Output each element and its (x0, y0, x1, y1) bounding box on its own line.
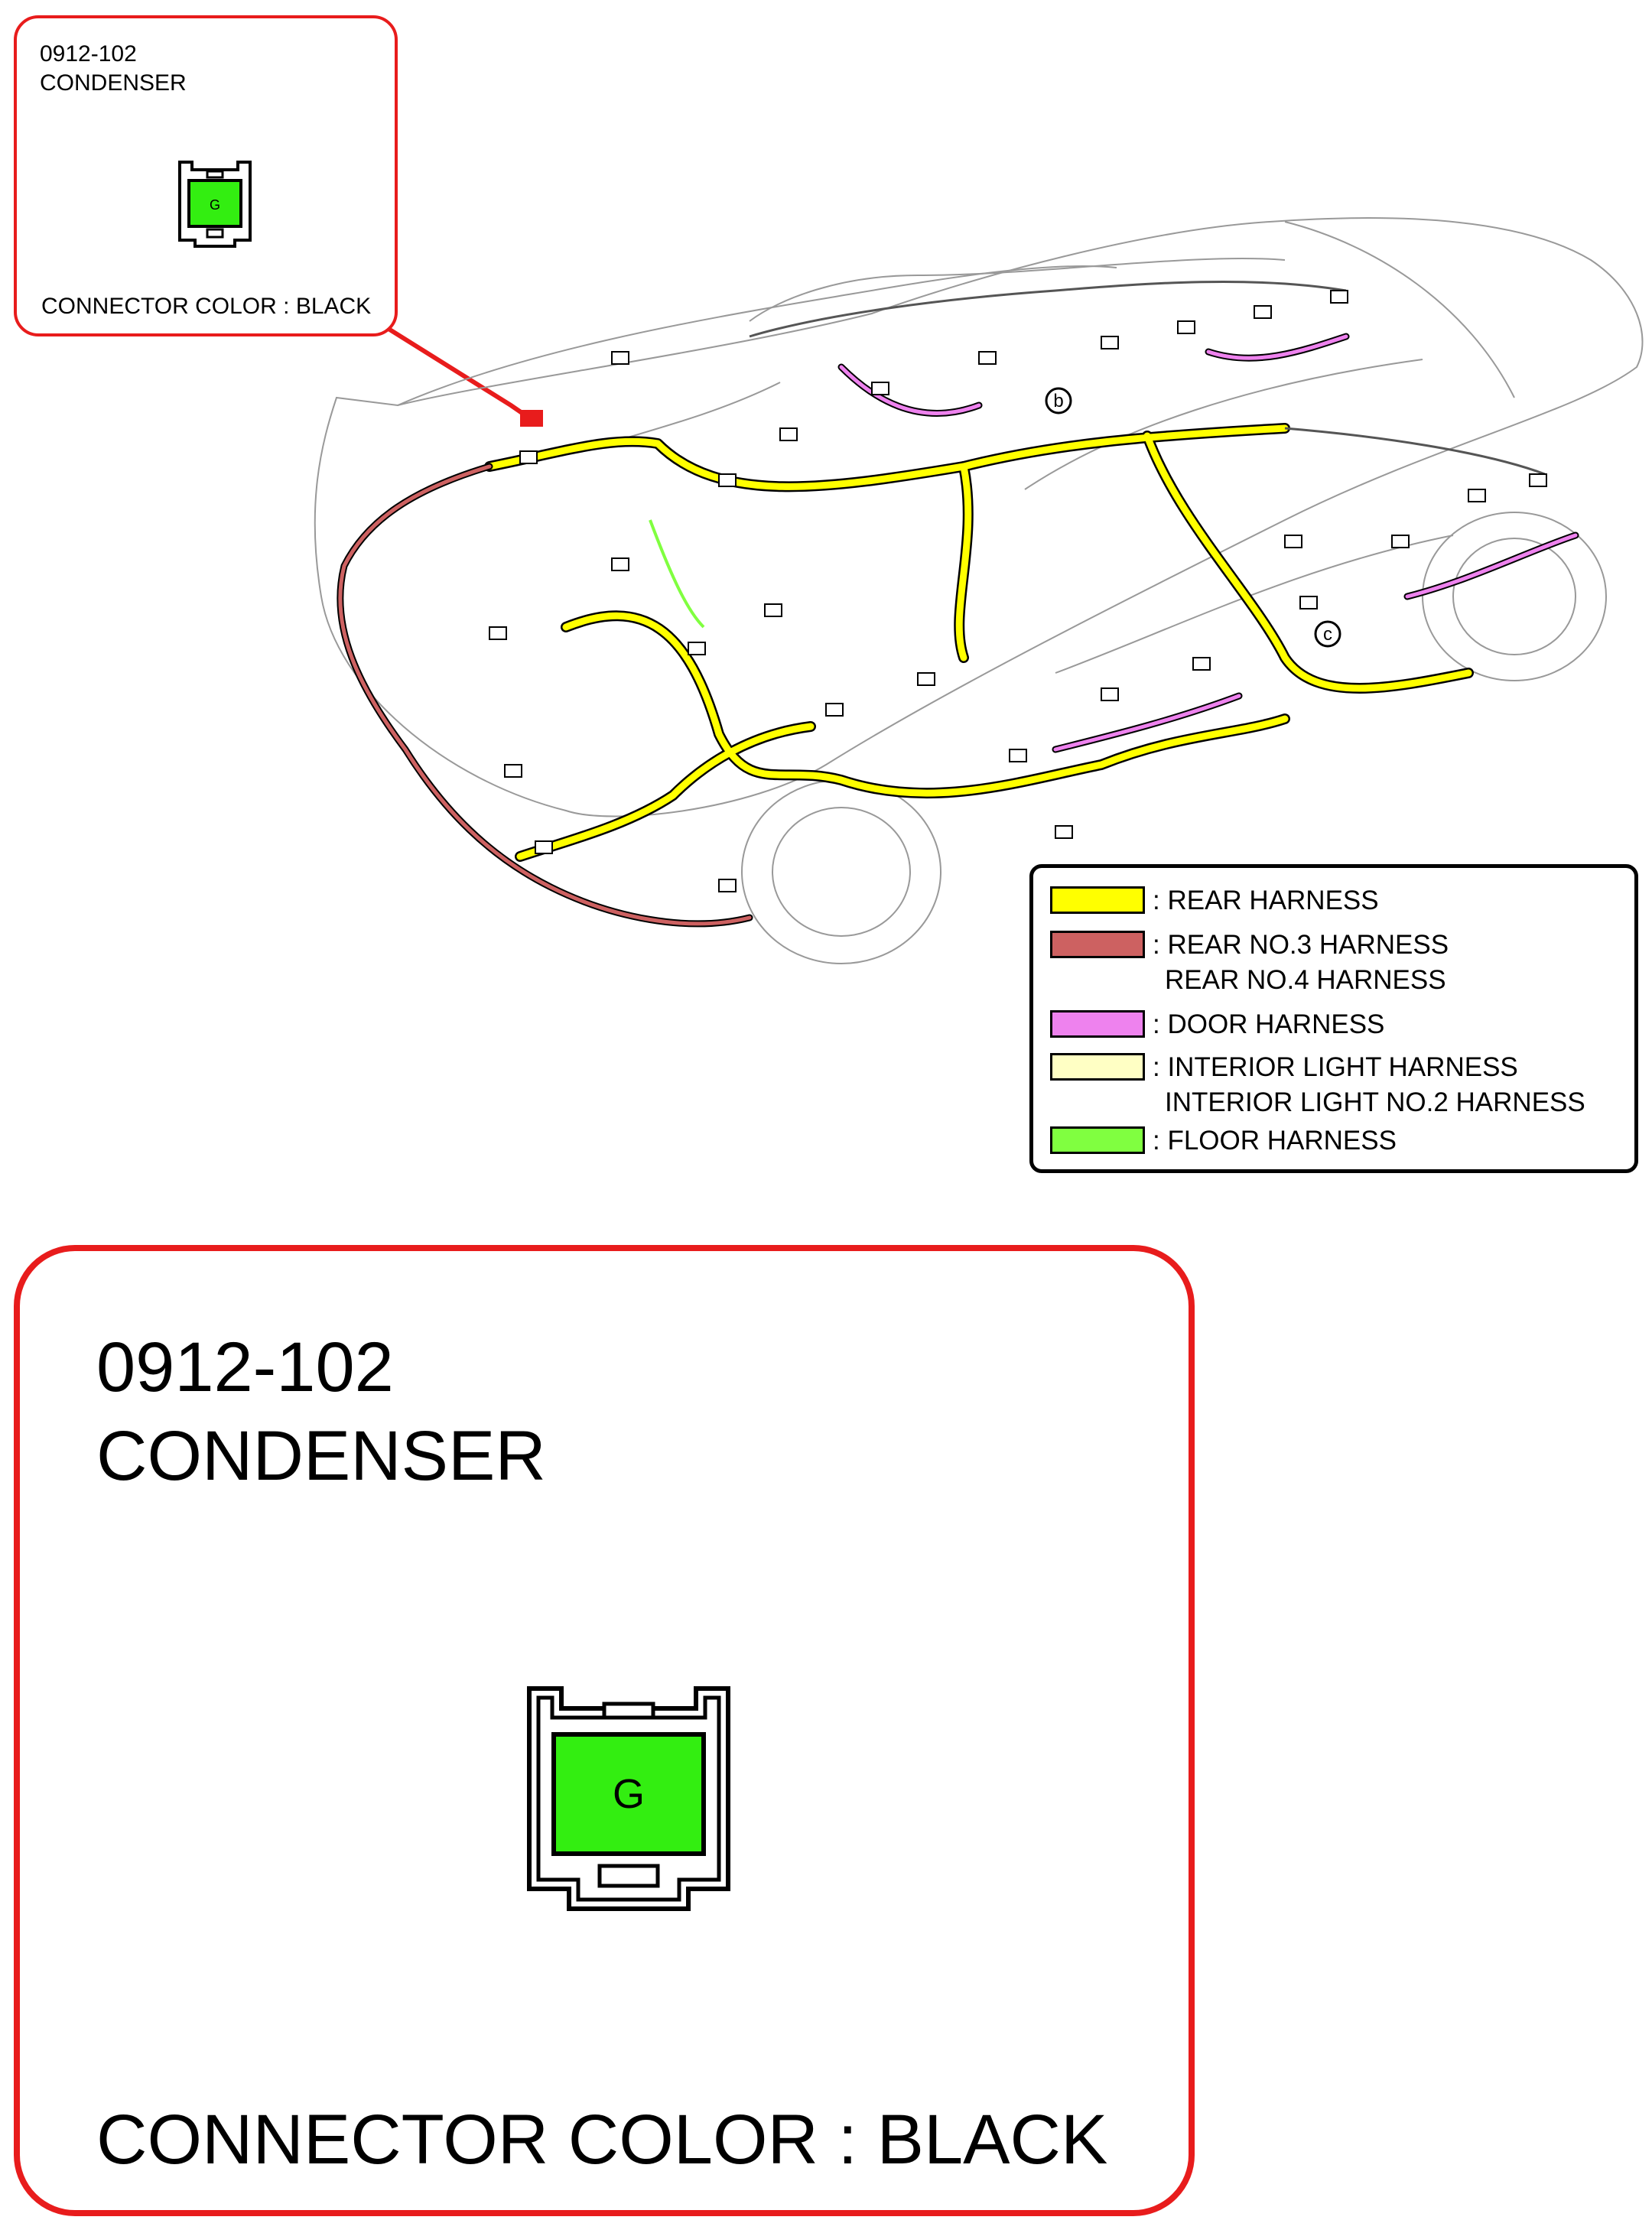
legend-swatch (1050, 1053, 1145, 1081)
legend-item-door-harness (1050, 1007, 1384, 1042)
marker-b-label: b (1053, 391, 1064, 411)
connector-face-icon (526, 1685, 731, 1912)
connector-letter: G (209, 197, 221, 213)
legend-label: : REAR NO.3 HARNESS REAR NO.4 HARNESS (1153, 930, 1449, 995)
legend-label: : REAR HARNESS (1153, 886, 1379, 915)
legend-label: : FLOOR HARNESS (1153, 1126, 1397, 1156)
legend-item-floor-harness (1050, 1123, 1397, 1159)
connector-letter: G (612, 1771, 646, 1817)
legend-swatch (1050, 886, 1145, 914)
car-body-outline (315, 218, 1643, 964)
connector-code: 0912-102 (40, 41, 137, 67)
connector-callout-large (14, 1245, 1195, 2216)
floor-harness-green (650, 520, 704, 627)
legend-item-interior-light-harness (1050, 1050, 1585, 1120)
rear-no3-harness-red (340, 466, 750, 924)
connector-color-label: CONNECTOR COLOR : BLACK (96, 2101, 1108, 2179)
legend-item-rear-no3-harness (1050, 928, 1449, 998)
marker-b (1046, 388, 1071, 413)
legend-item-rear-harness (1050, 883, 1379, 918)
connector-name: CONDENSER (40, 70, 187, 96)
connector-color-label: CONNECTOR COLOR : BLACK (41, 294, 372, 319)
connector-code: 0912-102 (96, 1328, 394, 1406)
legend-label: : DOOR HARNESS (1153, 1009, 1385, 1039)
connector-face-icon (178, 161, 252, 248)
legend-label: : INTERIOR LIGHT HARNESS INTERIOR LIGHT NO.2 HARNESS (1153, 1052, 1585, 1117)
harness-legend (1029, 864, 1638, 1173)
legend-swatch (1050, 931, 1145, 958)
legend-swatch (1050, 1010, 1145, 1038)
connector-blocks (489, 291, 1546, 892)
marker-c (1315, 622, 1340, 646)
legend-swatch (1050, 1126, 1145, 1154)
connector-name: CONDENSER (96, 1417, 546, 1495)
marker-c-label: c (1323, 624, 1332, 645)
